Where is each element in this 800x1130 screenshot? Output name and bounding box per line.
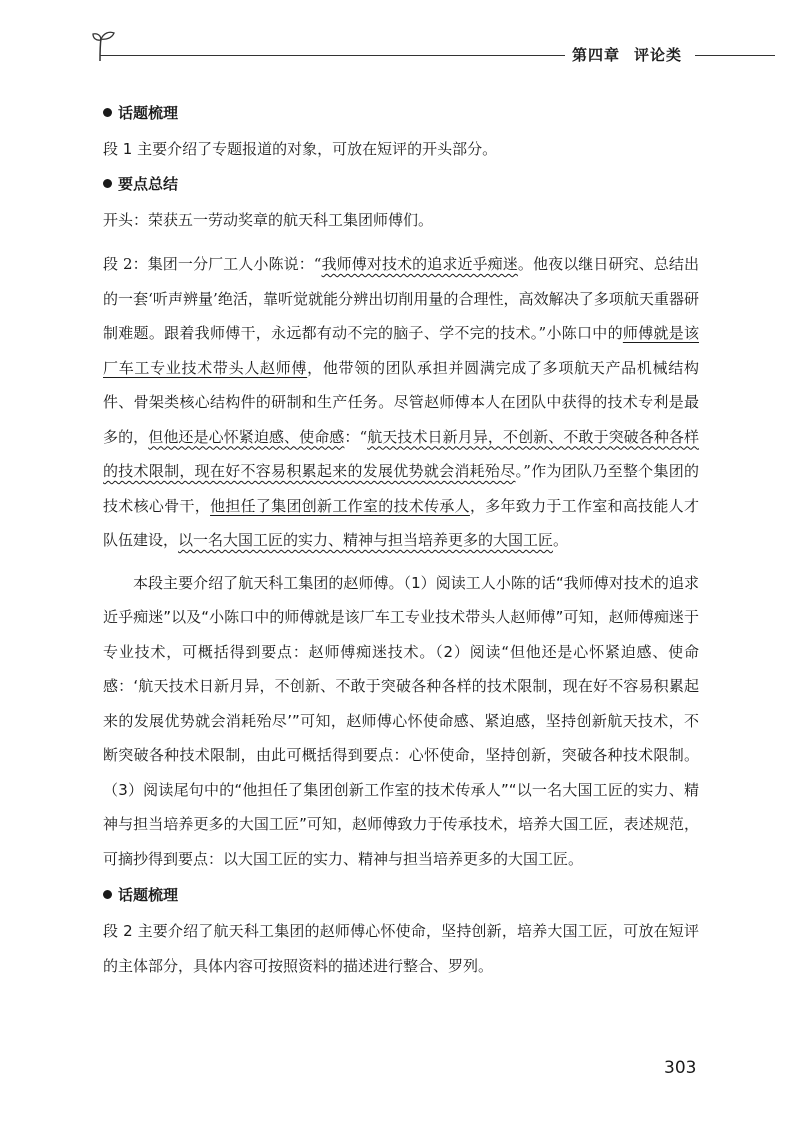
source-segment: 。	[553, 531, 569, 549]
wavy-underlined-text: 航天技术日新月异，不创新、不敢于突破各种各样的技术限制，现在好不容易积累起来的发展优势就会消耗殆尽	[103, 427, 699, 480]
heading-key-points	[103, 171, 699, 197]
source-segment: 。他夜以继日研究、总结出的一套‘听声辨量’绝活，靠听觉就能分辨出切削用量的合理性，高效解决了多项航天重器研制难题。跟着我师傅干，永远都有动不完的脑子、学不完的技术。”小陈口中的	[103, 255, 699, 342]
wavy-underlined-text: 以一名大国工匠的实力、精神与担当培养更多的大国工匠	[178, 531, 554, 549]
chapter-title	[572, 44, 682, 65]
bullet-icon	[103, 108, 112, 117]
heading-topic-2	[103, 882, 699, 908]
wavy-underlined-text: 但他还是心怀紧迫感、使命感	[148, 427, 345, 446]
bullet-icon	[103, 179, 112, 188]
source-segment: ，他带领的团队承担并圆满完成了多项航天产品机械结构件、骨架类核心结构件的研制和生产任务。尽管赵师傅本人在团队中获得的技术专利是最多的，	[103, 358, 699, 446]
source-segment: ：“	[344, 427, 368, 446]
paragraph-5: 段 2 主要介绍了航天科工集团的赵师傅心怀使命，坚持创新，培养大国工匠，可放在短评的主体部分，具体内容可按照资料的描述进行整合、罗列。	[103, 922, 699, 975]
underlined-text: 他担任了集团创新工作室的技术传承人	[210, 496, 470, 515]
source-segment: 段 2：集团一分厂工人小陈说：“	[103, 255, 322, 273]
paragraph-1: 段 1 主要介绍了专题报道的对象，可放在短评的开头部分。	[103, 140, 498, 158]
source-segment: 。”作为团队乃至整个集团的技术核心骨干，	[103, 462, 699, 515]
page-number: 303	[664, 1058, 697, 1078]
heading-topic-2-text: 话题梳理	[118, 886, 179, 904]
header-rule-right	[695, 55, 775, 56]
source-segment: ，多年致力于工作室和高技能人才队伍建设，	[103, 496, 699, 549]
underlined-text: 师傅就是该厂车工专业技术带头人赵师傅	[103, 324, 699, 377]
heading-topic-text: 话题梳理	[118, 104, 179, 122]
page-content	[103, 100, 699, 983]
heading-key-points-text: 要点总结	[118, 174, 179, 193]
bullet-icon	[103, 890, 112, 899]
source-paragraph	[103, 247, 699, 558]
sprout-icon	[92, 28, 124, 62]
header-rule-left	[100, 55, 565, 56]
heading-topic	[103, 100, 699, 126]
page-header	[0, 22, 800, 72]
chapter-label: 第四章	[572, 46, 621, 64]
analysis-paragraph: 本段主要介绍了航天科工集团的赵师傅。（1）阅读工人小陈的话“我师傅对技术的追求近乎痴迷”以及“小陈口中的师傅就是该厂车工专业技术带头人赵师傅”可知，赵师傅痴迷于专业技术，可概括得到要点：赵师傅痴迷技术。（2）阅读“但他还是心怀紧迫感、使命感：‘航天技术日新月异，不创新、不敢于突破各种各样的技术限制，现在好不容易积累起来的发展优势就会消耗殆尽’”可知，赵师傅心怀使命感、紧迫感，坚持创新航天技术，不断突破各种技术限制，由此可概括得到要点：心怀使命，坚持创新，突破各种技术限制。（3）阅读尾句中的“他担任了集团创新工作室的技术传承人”“以一名大国工匠的实力、精神与担当培养更多的大国工匠”可知，赵师傅致力于传承技术，培养大国工匠，表述规范，可摘抄得到要点：以大国工匠的实力、精神与担当培养更多的大国工匠。	[103, 573, 699, 868]
section-label: 评论类	[634, 46, 683, 64]
wavy-underlined-text: 我师傅对技术的追求近乎痴迷	[321, 255, 518, 273]
paragraph-2: 开头：荣获五一劳动奖章的航天科工集团师傅们。	[103, 210, 434, 229]
